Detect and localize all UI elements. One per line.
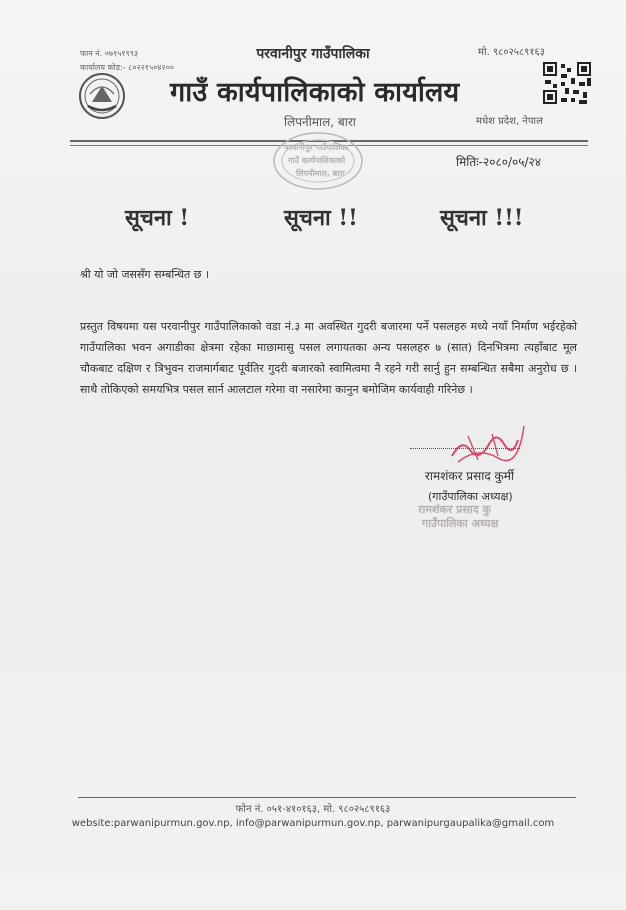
office-seal xyxy=(270,130,366,192)
footer-phone: फोन नं. ०५१-४१०१६३, मो. ९८०२५८९१६३ xyxy=(235,804,391,815)
phone-left: फान नं. ०७१५१९९३ xyxy=(80,49,139,58)
chairperson-stamp xyxy=(412,492,522,532)
office-title: गाउँ कार्यपालिकाको कार्यालय xyxy=(170,77,460,108)
notice-heading-3: सूचना !!! xyxy=(440,205,524,231)
footer-contacts: website:parwanipurmun.gov.np, info@parwanipurmun.gov.np, parwanipurgaupalika@gmail.com xyxy=(71,818,555,829)
letter-body: प्रस्तुत विषयमा यस परवानीपुर गाउँपालिकाको वडा नं.३ मा अवस्थित गुदरी बजारमा पर्ने पसलहरु मध्ये नयाँ निर्माण भईरहेको गाउँपालिका भवन अगाडीका क्षेत्रमा रहेका माछामासु पसल लगायतका अन्य पसलहरु ७ (सात) दिनभित्रमा त्यहाँबाट मूल चौकबाट दक्षिण र त्रिभुवन राजमार्गबाट पूर्वतिर गुदरी बजारको स्वामित्वमा नै रहने गरी सार्नु हुन सम्बन्धित सबैमा अनुरोध छ ।साथै तोकिएको समयभित्र पसल सार्न आलटाल गरेमा वा नसारेमा कानुन बमोजिम कार्यवाही गरिनेछ । xyxy=(80,320,577,396)
signatory-designation: (गाउँपालिका अध्यक्ष) xyxy=(428,490,513,503)
seal-text-1: परवानीपुर गाउँपालिका xyxy=(284,143,349,152)
mobile-number: मो. ९८०२५८९१६३ xyxy=(478,47,545,58)
nepal-emblem-icon xyxy=(78,72,126,120)
seal-text-3: लिपनीमाल, बारा xyxy=(296,169,345,178)
municipality-name: परवानीपुर गाउँपालिका xyxy=(256,46,370,62)
seal-text-2: गाउँ कार्यपालिकाको xyxy=(288,156,346,165)
notice-heading-1: सूचना ! xyxy=(125,205,190,231)
qr-code-icon xyxy=(541,60,593,106)
signature-line xyxy=(410,448,520,449)
chair-stamp-text-2: गाउँपालिका अध्यक्ष xyxy=(422,517,499,530)
office-code: कार्यालय कोड:- ८०२२१५०४२०० xyxy=(80,63,174,72)
notice-heading-2: सूचना !! xyxy=(284,205,358,231)
province-label: मधेश प्रदेश, नेपाल xyxy=(476,116,543,127)
office-address: लिपनीमाल, बारा xyxy=(284,115,356,129)
signatory-name: रामशंकर प्रसाद कुर्मी xyxy=(425,469,515,483)
footer-rule xyxy=(78,797,576,798)
letter-date: मितिः-२०८०/०५/२४ xyxy=(456,155,541,169)
salutation: श्री यो जो जससँग सम्बन्धित छ । xyxy=(80,268,210,281)
chair-stamp-text-1: रामशंकर प्रसाद कु xyxy=(418,503,491,516)
signature-mark xyxy=(448,416,528,472)
